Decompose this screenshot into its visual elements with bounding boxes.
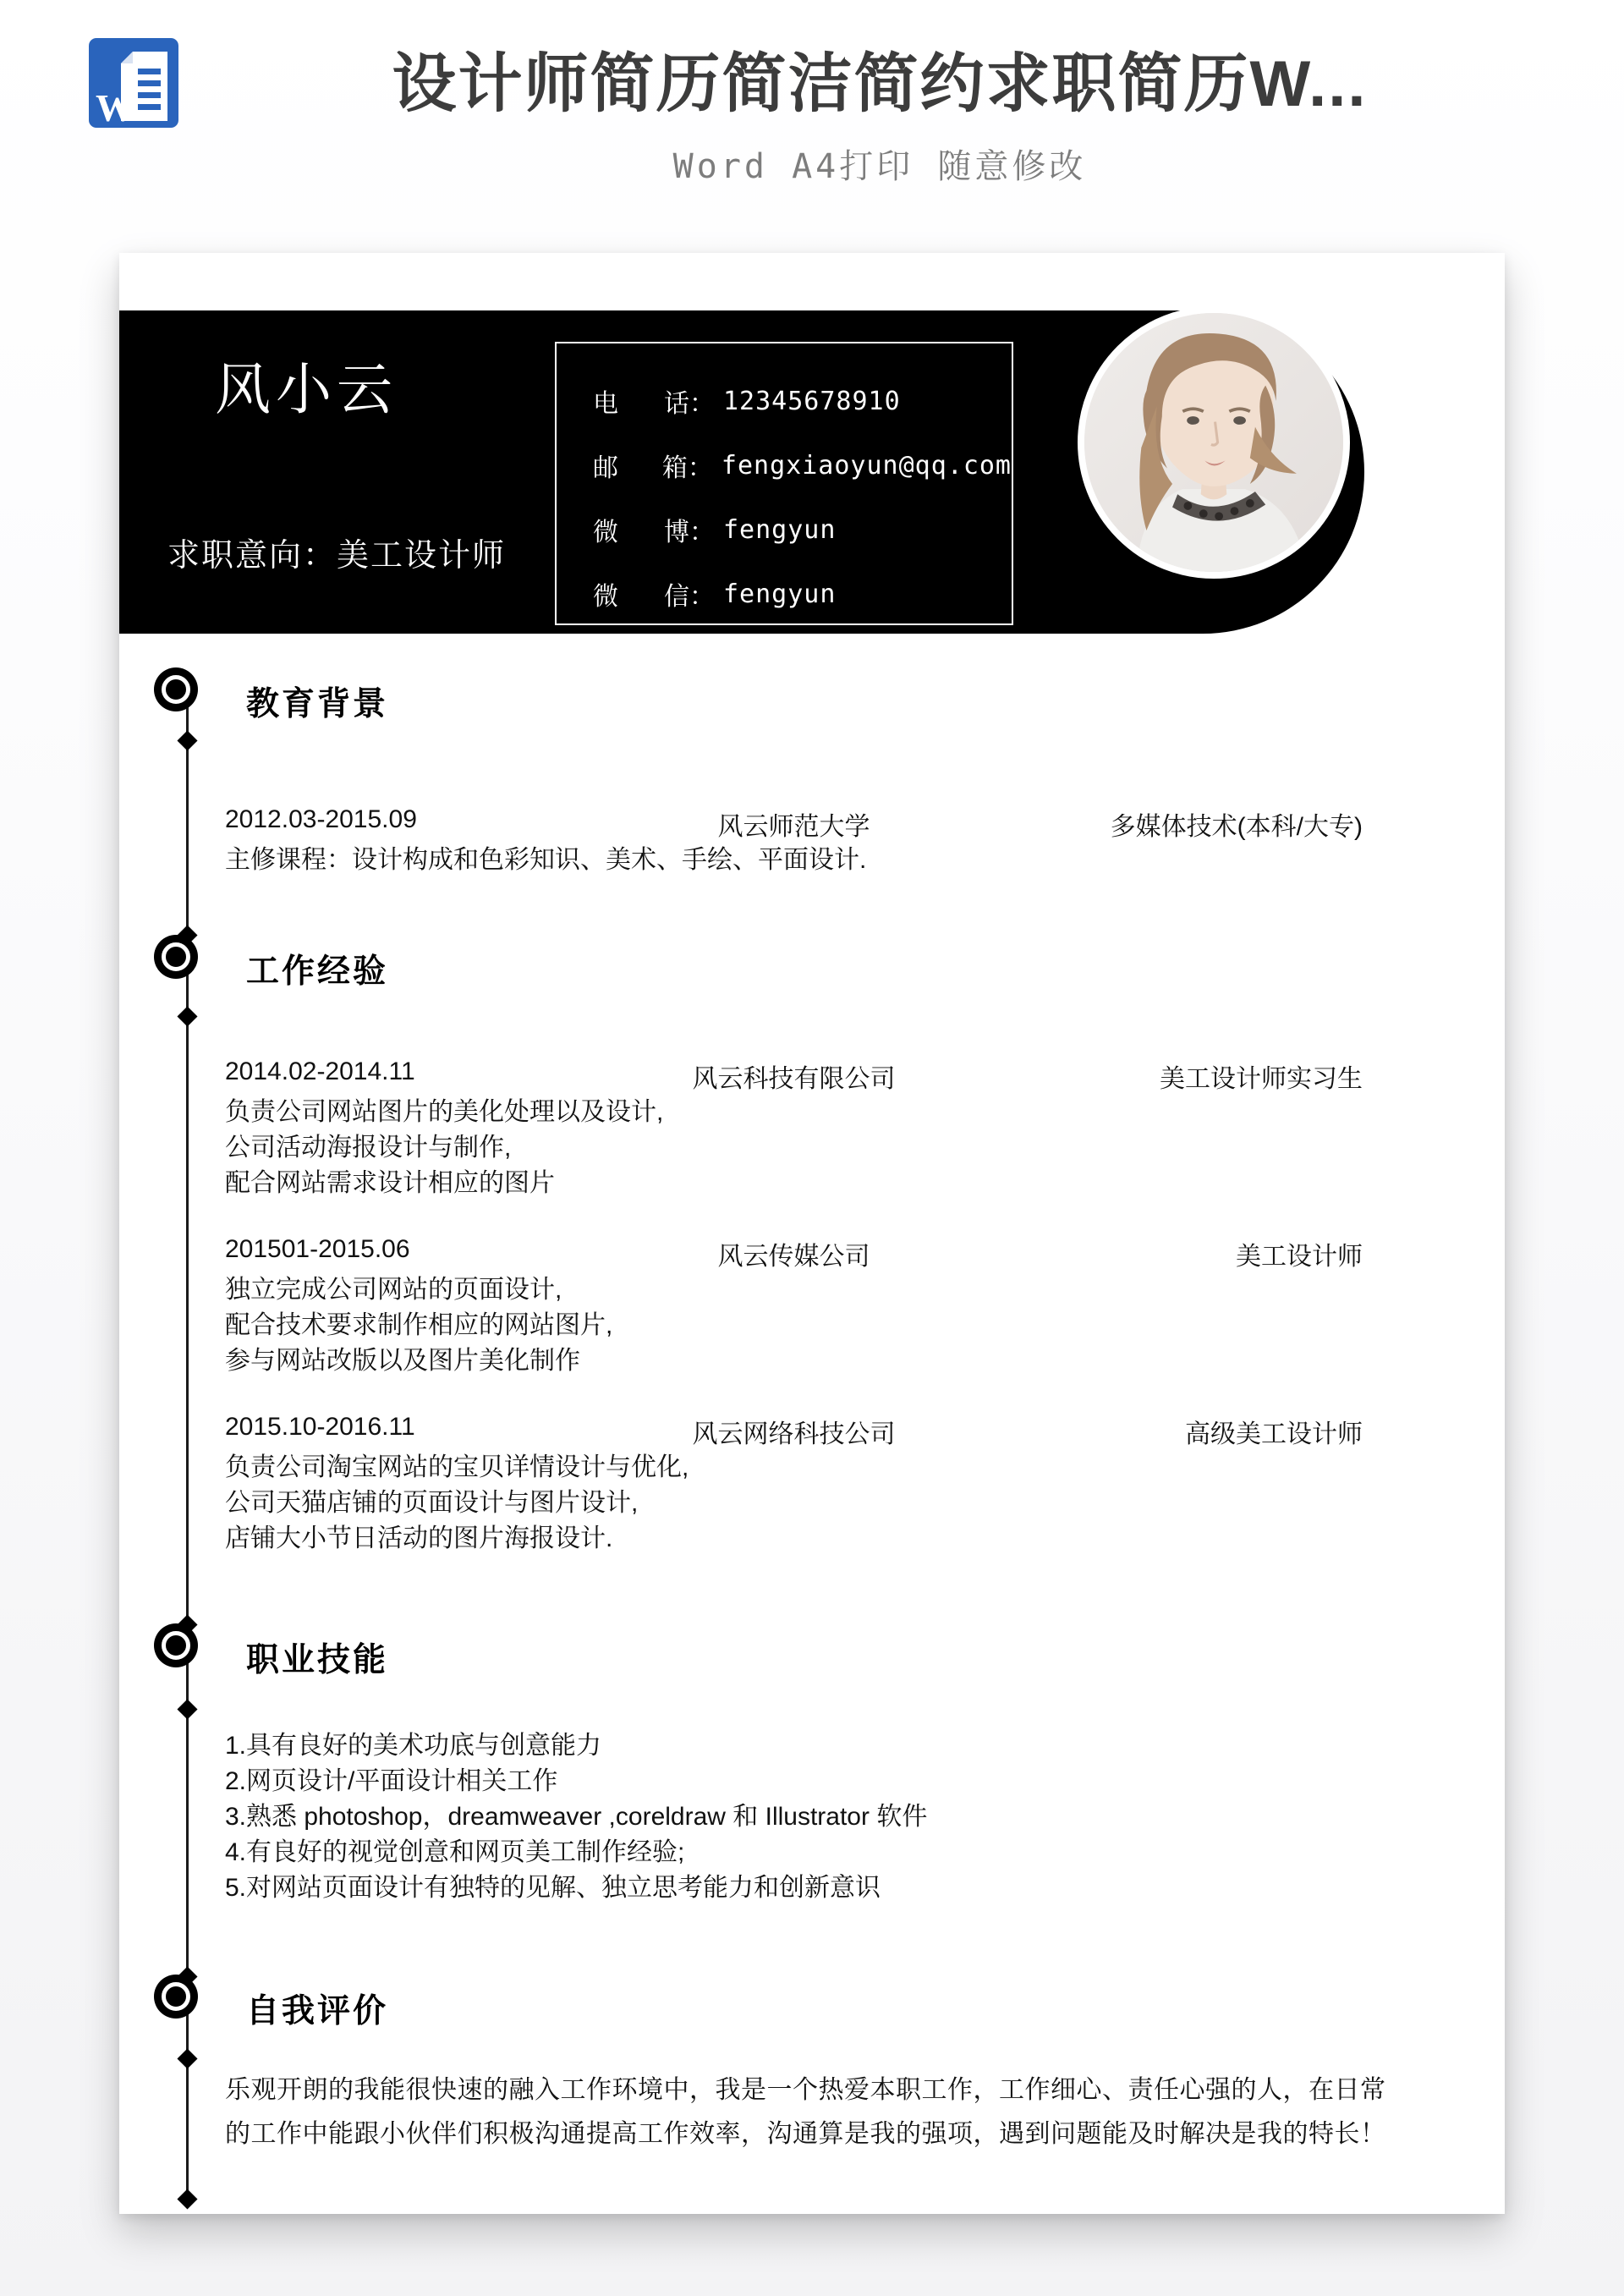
skill-item: 2.网页设计/平面设计相关工作 [225,1767,558,1795]
contact-label: 微 信 [593,583,689,611]
page-title: 设计师简历简洁简约求职简历W... [392,48,1368,120]
skill-item: 3.熟悉 photoshop，dreamweaver ,coreldraw 和 Illustrator 软件 [225,1803,928,1831]
detail-line: 参与网站改版以及图片美化制作 [225,1347,580,1375]
contact-box [555,342,1013,625]
education-period: 2012.03-2015.09 [225,805,417,833]
timeline-node-selfeval [162,1982,190,2011]
phone-value: 12345678910 [723,386,901,416]
detail-line: 负责公司淘宝网站的宝贝详情设计与优化, [225,1453,689,1481]
selfeval-paragraph: 乐观开朗的我能很快速的融入工作环境中，我是一个热爱本职工作，工作细心、责任心强的人，在日常的工作中能跟小伙伴们积极沟通提高工作效率，沟通算是我的强项，遇到问题能及时解决是我的特长！ [225,2076,1386,2148]
page-subtitle: Word A4打印 随意修改 [672,147,1087,186]
contact-label: 邮 箱 [593,454,688,482]
contact-label: 电 话 [593,390,689,418]
contact-row-wechat: 微 信 ： fengyun [593,562,1012,626]
skill-item: 4.有良好的视觉创意和网页美工制作经验; [225,1838,685,1866]
education-entry-header [119,805,1505,843]
job3-details [225,1450,689,1557]
job-company: 风云科技有限公司 [692,1065,896,1093]
skill-item: 5.对网站页面设计有独特的见解、独立思考能力和创新意识 [225,1874,881,1902]
detail-line: 配合网站需求设计相应的图片 [225,1169,555,1197]
portrait-photo [1078,306,1350,579]
contact-row-email: 邮 箱 ： fengxiaoyun@qq.com [593,433,1012,497]
page-header [0,0,1624,254]
timeline-node-education [162,675,190,704]
timeline-node-experience [162,942,190,971]
detail-line: 店铺大小节日活动的图片海报设计. [225,1524,613,1552]
skill-item: 1.具有良好的美术功底与创意能力 [225,1732,602,1760]
job-objective: 求职意向：美工设计师 [167,538,507,574]
contact-row-phone: 电 话 ： 12345678910 [593,369,1012,433]
job-company: 风云传媒公司 [717,1243,870,1271]
detail-line: 主修课程：设计构成和色彩知识、美术、手绘、平面设计. [225,846,867,874]
job3-header [119,1413,1505,1450]
detail-line: 独立完成公司网站的页面设计, [225,1276,562,1304]
resume-name: 风小云 [215,360,398,421]
weibo-value: fengyun [723,514,837,545]
job1-header [119,1057,1505,1095]
section-title: 自我评价 [246,1993,389,2030]
section-header-selfeval [246,1985,388,2032]
timeline-diamond [177,2048,197,2068]
timeline-node-skills [162,1631,190,1660]
job-title: 美工设计师 [1236,1243,1363,1271]
timeline-diamond [177,2189,197,2209]
contact-label: 微 博 [593,519,689,547]
education-school: 风云师范大学 [717,813,870,841]
timeline-diamond [177,1006,197,1026]
resume-card [119,253,1505,2214]
job-period: 201501-2015.06 [225,1235,410,1263]
section-title: 职业技能 [246,1642,389,1678]
contact-row-weibo: 微 博 ： fengyun [593,497,1012,562]
education-major: 多媒体技术(本科/大专) [1110,813,1363,841]
svg-text:W: W [96,86,134,128]
detail-line: 公司活动海报设计与制作, [225,1134,512,1162]
job2-details [225,1272,612,1379]
section-header-skills [246,1634,388,1681]
job2-header [119,1235,1505,1272]
word-file-icon [89,38,178,128]
education-details [225,843,866,878]
detail-line: 配合技术要求制作相应的网站图片, [225,1311,613,1339]
job1-details [225,1095,663,1201]
timeline-diamond [177,1699,197,1719]
job-period: 2015.10-2016.11 [225,1413,415,1441]
section-header-education [246,678,388,725]
timeline-diamond [177,730,197,750]
job-title: 高级美工设计师 [1185,1420,1363,1448]
section-title: 工作经验 [246,953,389,990]
skills-list [225,1728,927,1906]
wechat-value: fengyun [723,579,837,609]
job-title: 美工设计师实习生 [1160,1065,1363,1093]
detail-line: 负责公司网站图片的美化处理以及设计, [225,1098,664,1126]
job-company: 风云网络科技公司 [692,1420,896,1448]
email-value: fengxiaoyun@qq.com [721,450,1012,481]
section-header-experience [246,945,388,992]
section-title: 教育背景 [246,686,389,722]
job-period: 2014.02-2014.11 [225,1057,415,1085]
detail-line: 公司天猫店铺的页面设计与图片设计, [225,1489,639,1517]
